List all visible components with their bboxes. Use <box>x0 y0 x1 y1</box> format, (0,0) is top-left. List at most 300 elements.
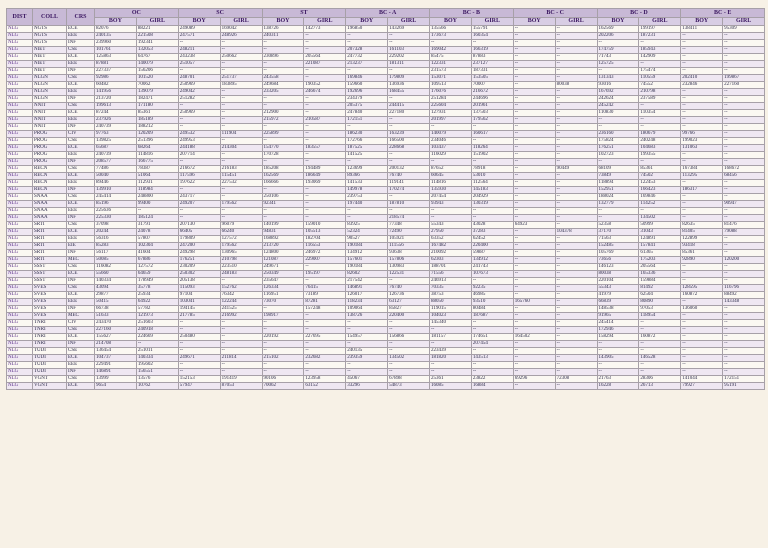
rank-cell: 13576 <box>136 376 178 383</box>
rank-cell: 57807 <box>136 236 178 243</box>
course-cell: INF <box>67 159 95 166</box>
rank-cell: 76415 <box>304 285 346 292</box>
rank-cell: -- <box>513 369 555 376</box>
college-cell: SNAA <box>33 194 67 201</box>
boy-header: BOY <box>346 18 388 26</box>
rank-cell: -- <box>388 152 430 159</box>
rank-cell: 127931 <box>430 110 472 117</box>
rank-cell: 85361 <box>639 166 681 173</box>
course-cell: EEE <box>67 117 95 124</box>
rank-cell: 29877 <box>95 292 137 299</box>
rank-cell: 246972 <box>304 250 346 257</box>
rank-cell: -- <box>304 47 346 54</box>
college-cell: NLGN <box>33 96 67 103</box>
rank-cell: -- <box>262 369 304 376</box>
college-cell: SRTI <box>33 243 67 250</box>
rank-cell: -- <box>681 278 723 285</box>
rank-cell: -- <box>304 327 346 334</box>
rank-cell: 215972 <box>262 117 304 124</box>
rank-cell: -- <box>388 369 430 376</box>
girl-header: GIRL <box>555 18 597 26</box>
rank-cell: 83925 <box>346 222 388 229</box>
rank-cell: -- <box>513 355 555 362</box>
rank-cell: 64659 <box>136 271 178 278</box>
rank-cell: 244696 <box>471 96 513 103</box>
rank-cell: -- <box>723 180 765 187</box>
dist-cell: NLG <box>7 285 33 292</box>
dist-header: DIST <box>7 9 33 26</box>
college-cell: NGTS <box>33 33 67 40</box>
table-row <box>7 250 765 257</box>
rank-cell: 118234 <box>346 299 388 306</box>
table-row <box>7 33 765 40</box>
rank-cell: 207130 <box>178 222 220 229</box>
rank-cell: 25934 <box>136 292 178 299</box>
course-cell: CSE <box>67 348 95 355</box>
dist-cell: NLG <box>7 152 33 159</box>
rank-cell: 240739 <box>95 124 137 131</box>
rank-cell: -- <box>346 124 388 131</box>
rank-cell: 187231 <box>639 33 681 40</box>
rank-cell: -- <box>639 117 681 124</box>
college-cell: NNIT <box>33 103 67 110</box>
rank-cell: -- <box>304 313 346 320</box>
rank-cell: 248211 <box>178 47 220 54</box>
rank-cell: 193069 <box>304 180 346 187</box>
rank-cell: -- <box>471 215 513 222</box>
course-cell: CSE <box>67 327 95 334</box>
rank-cell: 167692 <box>597 89 639 96</box>
rank-cell: -- <box>723 187 765 194</box>
rank-cell: 228668 <box>388 145 430 152</box>
rank-cell: 251282 <box>178 96 220 103</box>
rank-cell: -- <box>388 96 430 103</box>
rank-cell: -- <box>723 33 765 40</box>
dist-cell: NLG <box>7 40 33 47</box>
rank-cell: 191419 <box>220 376 262 383</box>
rank-cell: -- <box>220 278 262 285</box>
dist-cell: NLG <box>7 313 33 320</box>
table-row <box>7 75 765 82</box>
rank-cell: -- <box>471 278 513 285</box>
rank-cell: 250349 <box>262 271 304 278</box>
course-cell: INF <box>67 215 95 222</box>
rank-cell: 140199 <box>262 222 304 229</box>
rank-cell: -- <box>220 96 262 103</box>
rank-cell: -- <box>555 173 597 180</box>
rank-cell: 160354 <box>471 33 513 40</box>
rank-cell: 243470 <box>95 320 137 327</box>
dist-cell: NLG <box>7 159 33 166</box>
rank-cell: 197440 <box>346 201 388 208</box>
course-cell: INF <box>67 40 95 47</box>
course-cell: CSE <box>67 285 95 292</box>
college-cell: SVES <box>33 313 67 320</box>
rank-cell: 166666 <box>262 180 304 187</box>
rank-cell: 229202 <box>388 54 430 61</box>
rank-cell: 33296 <box>346 383 388 390</box>
rank-cell: 146528 <box>639 355 681 362</box>
rank-cell: -- <box>304 278 346 285</box>
rank-cell: 153505 <box>471 75 513 82</box>
rank-cell: -- <box>388 320 430 327</box>
college-cell: VGNT <box>33 376 67 383</box>
girl-header: GIRL <box>388 18 430 26</box>
rank-cell: 93510 <box>471 299 513 306</box>
rank-cell: 156866 <box>388 334 430 341</box>
course-cell: INF <box>67 250 95 257</box>
rank-cell: -- <box>639 103 681 110</box>
rank-cell: -- <box>388 362 430 369</box>
rank-cell: 225604 <box>430 103 472 110</box>
rank-cell: 210798 <box>639 89 681 96</box>
rank-cell: 247732 <box>346 54 388 61</box>
course-cell: EEE <box>67 236 95 243</box>
rank-cell: -- <box>304 341 346 348</box>
rank-cell: -- <box>471 348 513 355</box>
rank-cell: 185943 <box>639 47 681 54</box>
table-row <box>7 47 765 54</box>
dist-cell: NLG <box>7 383 33 390</box>
rank-cell: 90106 <box>262 376 304 383</box>
rank-cell: 85283 <box>95 243 137 250</box>
rank-cell: -- <box>723 348 765 355</box>
table-row <box>7 341 765 348</box>
rank-cell: -- <box>681 124 723 131</box>
rank-cell: 174651 <box>471 334 513 341</box>
dist-cell: NLG <box>7 306 33 313</box>
rank-cell: 202410 <box>681 75 723 82</box>
rank-cell: 227695 <box>304 334 346 341</box>
rank-cell: -- <box>513 306 555 313</box>
rank-cell: 50085 <box>95 257 137 264</box>
rank-cell: 227337 <box>95 68 137 75</box>
table-row <box>7 278 765 285</box>
rank-cell: -- <box>471 124 513 131</box>
rank-cell: -- <box>555 110 597 117</box>
rank-cell: 94831 <box>262 229 304 236</box>
rank-cell: -- <box>513 61 555 68</box>
rank-cell: 97763 <box>95 131 137 138</box>
rank-cell: 114816 <box>136 152 178 159</box>
rank-cell: 207328 <box>346 47 388 54</box>
table-row <box>7 194 765 201</box>
dist-cell: NLG <box>7 166 33 173</box>
rank-cell: -- <box>681 159 723 166</box>
rank-cell: 179562 <box>471 117 513 124</box>
rank-cell: 118894 <box>597 180 639 187</box>
dist-cell: NLG <box>7 327 33 334</box>
rank-cell: 199023 <box>681 138 723 145</box>
rank-cell: 122531 <box>388 271 430 278</box>
college-cell: NIET <box>33 68 67 75</box>
rank-cell: 161103 <box>388 47 430 54</box>
rank-cell: 52324 <box>346 229 388 236</box>
rank-cell: 95309 <box>723 26 765 33</box>
rank-cell: 176251 <box>597 145 639 152</box>
rank-cell: 53010 <box>471 173 513 180</box>
rank-cell: 70062 <box>262 383 304 390</box>
rank-cell: 143905 <box>597 355 639 362</box>
rank-cell: 155791 <box>471 26 513 33</box>
college-cell: RECN <box>33 173 67 180</box>
rank-cell: 199355 <box>639 152 681 159</box>
rank-cell: 247571 <box>178 33 220 40</box>
rank-cell: 182471 <box>136 96 178 103</box>
rank-cell: 207714 <box>178 152 220 159</box>
rank-cell: 126017 <box>346 292 388 299</box>
rank-cell: 143269 <box>388 26 430 33</box>
rank-cell: -- <box>388 194 430 201</box>
rank-cell: -- <box>513 110 555 117</box>
rank-cell: 112564 <box>471 180 513 187</box>
rank-cell: -- <box>430 124 472 131</box>
rank-cell: -- <box>555 285 597 292</box>
rank-cell: 115093 <box>178 285 220 292</box>
rank-cell: 79088 <box>723 229 765 236</box>
rank-cell: 41979 <box>597 292 639 299</box>
rank-cell: 195602 <box>136 362 178 369</box>
table-row <box>7 96 765 103</box>
rank-cell: 74502 <box>639 173 681 180</box>
boy-header: BOY <box>178 18 220 26</box>
rank-cell: 135566 <box>430 26 472 33</box>
rank-cell: 68264 <box>136 145 178 152</box>
rank-cell: -- <box>723 208 765 215</box>
rank-cell: -- <box>513 89 555 96</box>
rank-cell: -- <box>513 117 555 124</box>
rank-cell: 134912 <box>471 257 513 264</box>
rank-cell: 109064 <box>346 306 388 313</box>
rank-cell: 80484 <box>471 306 513 313</box>
rank-cell: -- <box>555 243 597 250</box>
rank-cell: 127572 <box>136 264 178 271</box>
rank-cell: 245414 <box>95 194 137 201</box>
dist-cell: NLG <box>7 257 33 264</box>
rank-cell: -- <box>681 299 723 306</box>
rank-cell: 239753 <box>346 194 388 201</box>
rank-cell: 118954 <box>639 313 681 320</box>
rank-cell: -- <box>471 40 513 47</box>
rank-cell: -- <box>555 145 597 152</box>
rank-cell: 244188 <box>178 145 220 152</box>
rank-cell: -- <box>555 89 597 96</box>
rank-cell: 163239 <box>388 131 430 138</box>
rank-cell: 187525 <box>346 145 388 152</box>
rank-cell: 245242 <box>597 103 639 110</box>
rank-cell: 199197 <box>639 26 681 33</box>
rank-cell: 62504 <box>639 292 681 299</box>
course-cell: CSE <box>67 376 95 383</box>
rank-cell: -- <box>388 124 430 131</box>
rank-cell: 73189 <box>304 292 346 299</box>
rank-cell: -- <box>555 320 597 327</box>
rank-cell: 96079 <box>220 222 262 229</box>
rank-cell: 166500 <box>388 138 430 145</box>
rank-cell: 214304 <box>220 145 262 152</box>
rank-cell: 159660 <box>346 82 388 89</box>
rank-cell: 124800 <box>262 250 304 257</box>
rank-cell: -- <box>723 47 765 54</box>
rank-cell: -- <box>178 369 220 376</box>
rank-cell: 90449 <box>555 166 597 173</box>
rank-cell: 119141 <box>388 180 430 187</box>
rank-cell: -- <box>723 96 765 103</box>
rank-cell: -- <box>555 250 597 257</box>
college-cell: SNAA <box>33 201 67 208</box>
rank-cell: 57782 <box>136 306 178 313</box>
rank-cell: -- <box>346 208 388 215</box>
rank-cell: -- <box>304 264 346 271</box>
rank-cell: -- <box>220 208 262 215</box>
rank-cell: 174759 <box>597 47 639 54</box>
rank-cell: -- <box>262 208 304 215</box>
dist-cell: NLG <box>7 75 33 82</box>
rank-cell: 74552 <box>639 82 681 89</box>
rank-cell: -- <box>304 33 346 40</box>
rank-cell: -- <box>513 271 555 278</box>
course-cell: ECE <box>67 54 95 61</box>
rank-cell: -- <box>304 138 346 145</box>
rank-cell: 168455 <box>388 89 430 96</box>
rank-cell: -- <box>220 117 262 124</box>
rank-cell: 55343 <box>430 222 472 229</box>
rank-cell: -- <box>178 68 220 75</box>
rank-cell: -- <box>681 47 723 54</box>
rank-cell: 220104 <box>597 278 639 285</box>
boy-header: BOY <box>430 18 472 26</box>
course-cell: CSE <box>67 194 95 201</box>
rank-cell: 210798 <box>220 257 262 264</box>
rank-cell: 249684 <box>262 82 304 89</box>
table-row <box>7 145 765 152</box>
course-cell: CSE <box>67 138 95 145</box>
rank-cell: 85361 <box>681 250 723 257</box>
rank-cell: 97104 <box>178 292 220 299</box>
course-cell: ECE <box>67 229 95 236</box>
table-row <box>7 131 765 138</box>
college-cell: NGTS <box>33 26 67 33</box>
table-row <box>7 362 765 369</box>
rank-cell: -- <box>178 208 220 215</box>
rank-cell: 143348 <box>723 299 765 306</box>
rank-cell: 202206 <box>597 33 639 40</box>
rank-cell: -- <box>681 215 723 222</box>
rank-cell: -- <box>723 320 765 327</box>
rank-cell: 231573 <box>430 68 472 75</box>
rank-cell: -- <box>723 68 765 75</box>
rank-cell: -- <box>723 236 765 243</box>
rank-cell: 116951 <box>262 292 304 299</box>
table-row <box>7 124 765 131</box>
rank-cell: -- <box>430 159 472 166</box>
rank-cell: -- <box>555 264 597 271</box>
rank-cell: 91965 <box>597 313 639 320</box>
rank-cell: 229007 <box>304 257 346 264</box>
rank-cell: 190184 <box>346 243 388 250</box>
rank-cell: -- <box>639 341 681 348</box>
rank-cell: 92235 <box>471 285 513 292</box>
rank-cell: -- <box>346 341 388 348</box>
rank-cell: 249089 <box>178 26 220 33</box>
rank-cell: 232846 <box>681 82 723 89</box>
rank-cell: -- <box>220 138 262 145</box>
rank-cell: 125863 <box>95 54 137 61</box>
college-cell: RECN <box>33 166 67 173</box>
rank-cell: 250106 <box>262 194 304 201</box>
rank-cell: 138726 <box>346 313 388 320</box>
rank-cell: -- <box>723 138 765 145</box>
rank-cell: 169846 <box>346 75 388 82</box>
rank-cell: -- <box>681 110 723 117</box>
dist-cell: NLG <box>7 215 33 222</box>
boy-header: BOY <box>262 18 304 26</box>
rank-cell: 201961 <box>471 103 513 110</box>
college-cell: PROG <box>33 159 67 166</box>
rank-cell: 95191 <box>723 383 765 390</box>
rank-cell: 99400 <box>136 201 178 208</box>
rank-cell: 145183 <box>471 187 513 194</box>
college-cell: PROG <box>33 152 67 159</box>
dist-cell: NLG <box>7 26 33 33</box>
rank-cell: -- <box>681 320 723 327</box>
rank-cell: 239960 <box>95 40 137 47</box>
rank-cell: -- <box>346 362 388 369</box>
rank-cell: 122899 <box>681 236 723 243</box>
rank-cell: 140079 <box>430 131 472 138</box>
dist-cell: NLG <box>7 201 33 208</box>
rank-cell: 138726 <box>262 26 304 33</box>
rank-cell: -- <box>723 110 765 117</box>
rank-cell: -- <box>304 320 346 327</box>
dist-cell: NLG <box>7 145 33 152</box>
rank-cell: 152951 <box>597 187 639 194</box>
rank-cell: 103437 <box>430 145 472 152</box>
rank-cell: -- <box>262 362 304 369</box>
rank-cell: 224669 <box>136 334 178 341</box>
rank-cell: -- <box>513 152 555 159</box>
rank-cell: 213720 <box>262 243 304 250</box>
dist-cell: NLG <box>7 278 33 285</box>
rank-cell: 247200 <box>178 243 220 250</box>
college-cell: SNAA <box>33 215 67 222</box>
rank-cell: -- <box>681 103 723 110</box>
rank-cell: -- <box>220 47 262 54</box>
rank-cell: -- <box>639 348 681 355</box>
rank-cell: 216672 <box>178 166 220 173</box>
college-cell: TNRI <box>33 334 67 341</box>
rank-cell: -- <box>430 40 472 47</box>
rank-cell: 68456 <box>723 173 765 180</box>
rank-cell: 104737 <box>95 355 137 362</box>
rank-cell: -- <box>555 236 597 243</box>
college-cell: RECN <box>33 180 67 187</box>
rank-cell: 247840 <box>346 110 388 117</box>
dist-cell: NLG <box>7 292 33 299</box>
rank-cell: 66240 <box>220 229 262 236</box>
rank-cell: -- <box>346 369 388 376</box>
rank-cell: -- <box>220 40 262 47</box>
rank-cell: 179809 <box>388 75 430 82</box>
rank-cell: -- <box>178 215 220 222</box>
rank-cell: 178949 <box>136 278 178 285</box>
rank-cell: 92890 <box>681 257 723 264</box>
course-cell: ECE <box>67 271 95 278</box>
table-row <box>7 285 765 292</box>
rank-cell: 251284 <box>430 96 472 103</box>
rank-cell: -- <box>555 341 597 348</box>
college-cell: NNIT <box>33 124 67 131</box>
